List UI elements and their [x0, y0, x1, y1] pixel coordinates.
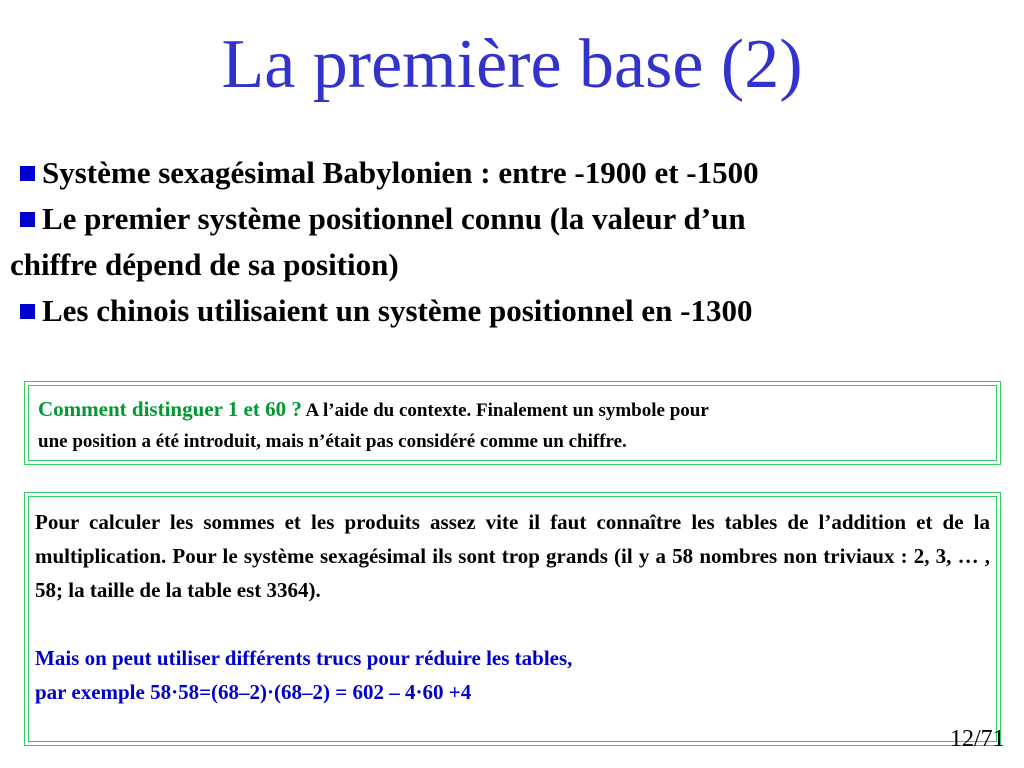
bullet-list — [10, 150, 1010, 334]
slide-title: La première base (2) — [221, 26, 803, 103]
answer-text-continuation: une position a été introduit, mais n’était pas considéré comme un chiffre. — [38, 431, 627, 452]
bullet-item — [10, 288, 1010, 334]
bullet-item — [10, 196, 1010, 288]
tricks-line: Mais on peut utiliser différents trucs pour réduire les tables, — [35, 646, 573, 670]
square-bullet-icon — [20, 212, 35, 227]
question-text: Comment distinguer 1 et 60 ? — [38, 397, 302, 421]
bullet-text: Le premier système positionnel connu (la valeur d’un — [42, 201, 746, 236]
tables-box — [28, 496, 997, 742]
bullet-text: Les chinois utilisaient un système positionnel en -1300 — [42, 293, 753, 328]
bullet-item — [10, 150, 1010, 196]
example-line: par exemple 58·58=(68–2)·(68–2) = 602 – 4·60 +4 — [35, 680, 472, 704]
tables-paragraph: Pour calculer les sommes et les produits assez vite il faut connaître les tables de l’addition et de la multiplication. Pour le système sexagésimal ils sont trop grands (il y a 58 nombres non triviaux : 2, 3, … , 58; la taille de la table est 3364). — [35, 510, 990, 602]
answer-text: A l’aide du contexte. Finalement un symbole pour — [301, 400, 709, 421]
page-number: 12/71 — [950, 726, 1005, 752]
square-bullet-icon — [20, 304, 35, 319]
bullet-text-continuation: chiffre dépend de sa position) — [10, 247, 399, 282]
square-bullet-icon — [20, 166, 35, 181]
spacer — [35, 607, 990, 641]
bullet-text: Système sexagésimal Babylonien : entre -1900 et -1500 — [42, 155, 759, 190]
context-box — [28, 385, 997, 461]
